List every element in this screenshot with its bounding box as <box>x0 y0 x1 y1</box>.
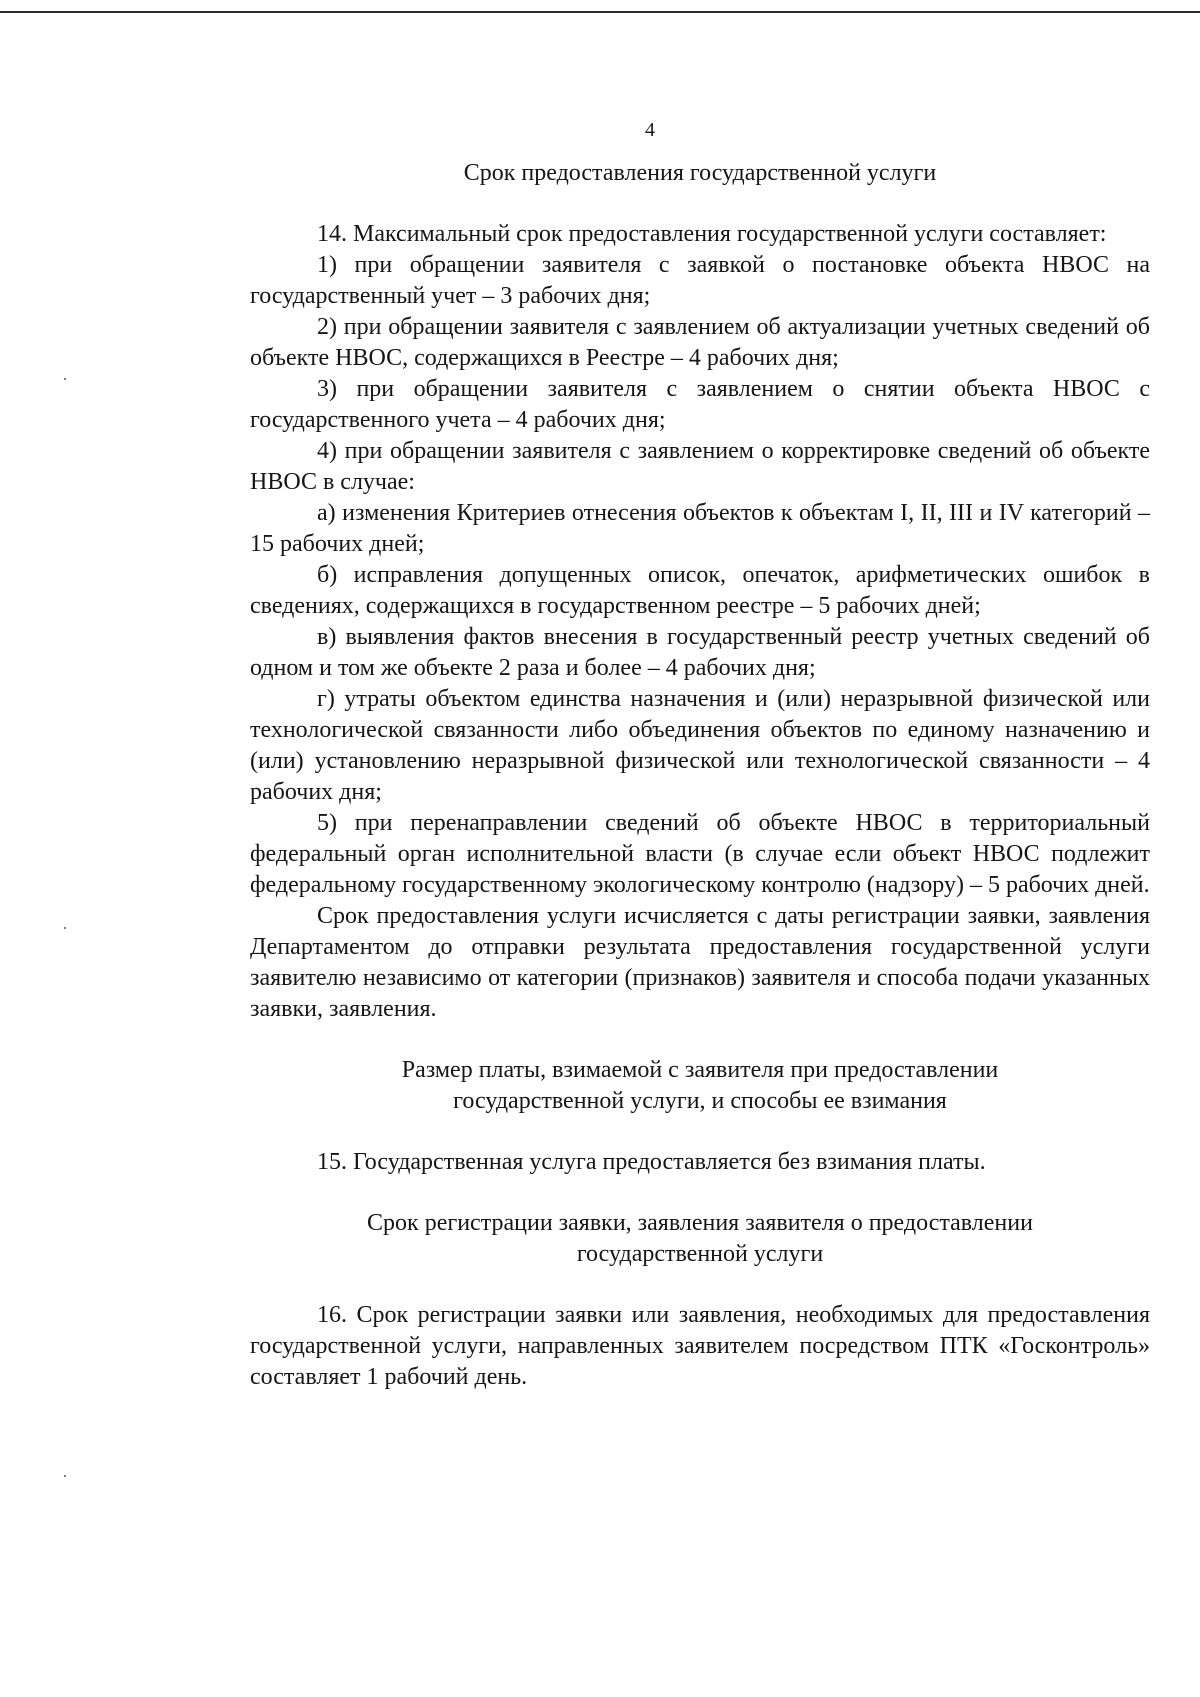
scan-top-edge-line <box>0 11 1200 13</box>
paragraph-14-term-calc: Срок предоставления услуги исчисляется с даты регистрации заявки, заявления Департаментом до отправки результата предоставления государственной услуги заявителю независимо от категории (признаков) заявителя и способа подачи указанных заявки, заявления. <box>250 903 1150 1022</box>
paragraph-14-item-4g: г) утраты объектом единства назначения и (или) неразрывной физической или технологической связанности либо объединения объектов по единому назначению и (или) установлению неразрывной физической или технологической связанности – 4 рабочих дня; <box>250 686 1150 805</box>
scan-speck <box>64 1475 66 1477</box>
paragraph-14-item-4a: а) изменения Критериев отнесения объектов к объектам I, II, III и IV категорий – 15 рабочих дней; <box>250 500 1150 557</box>
paragraph-15: 15. Государственная услуга предоставляется без взимания платы. <box>317 1149 986 1175</box>
paragraph-14-item-4v: в) выявления фактов внесения в государственный реестр учетных сведений об одном и том же объекте 2 раза и более – 4 рабочих дня; <box>250 624 1150 681</box>
paragraph-14-item-5: 5) при перенаправлении сведений об объекте НВОС в территориальный федеральный орган исполнительной власти (в случае если объект НВОС подлежит федеральному государственному экологическому контролю (надзору) – 5 рабочих дней. <box>250 810 1150 898</box>
section-heading-fee-line2: государственной услуги, и способы ее взимания <box>453 1088 947 1114</box>
scan-speck <box>64 378 66 380</box>
paragraph-16: 16. Срок регистрации заявки или заявления, необходимых для предоставления государственной услуги, направленных заявителем посредством ПТК «Госконтроль» составляет 1 рабочий день. <box>250 1302 1150 1390</box>
section-heading-term: Срок предоставления государственной услуги <box>463 160 937 186</box>
section-heading-registration-line2: государственной услуги <box>576 1241 824 1267</box>
paragraph-14-item-4b: б) исправления допущенных описок, опечаток, арифметических ошибок в сведениях, содержащихся в государственном реестре – 5 рабочих дней; <box>250 562 1150 619</box>
paragraph-14-item-1: 1) при обращении заявителя с заявкой о постановке объекта НВОС на государственный учет – 3 рабочих дня; <box>250 252 1150 309</box>
paragraph-14-item-2: 2) при обращении заявителя с заявлением об актуализации учетных сведений об объекте НВОС, содержащихся в Реестре – 4 рабочих дня; <box>250 314 1150 371</box>
paragraph-14-item-3: 3) при обращении заявителя с заявлением о снятии объекта НВОС с государственного учета – 4 рабочих дня; <box>250 376 1150 433</box>
section-heading-fee-line1: Размер платы, взимаемой с заявителя при предоставлении <box>401 1057 999 1083</box>
scan-speck <box>64 927 66 929</box>
section-heading-registration-line1: Срок регистрации заявки, заявления заявителя о предоставлении <box>367 1210 1033 1236</box>
document-body <box>250 158 1150 1393</box>
paragraph-14: 14. Максимальный срок предоставления государственной услуги составляет: <box>317 221 1107 247</box>
paragraph-14-item-4: 4) при обращении заявителя с заявлением о корректировке сведений об объекте НВОС в случае: <box>250 438 1150 495</box>
page-number: 4 <box>645 119 655 141</box>
